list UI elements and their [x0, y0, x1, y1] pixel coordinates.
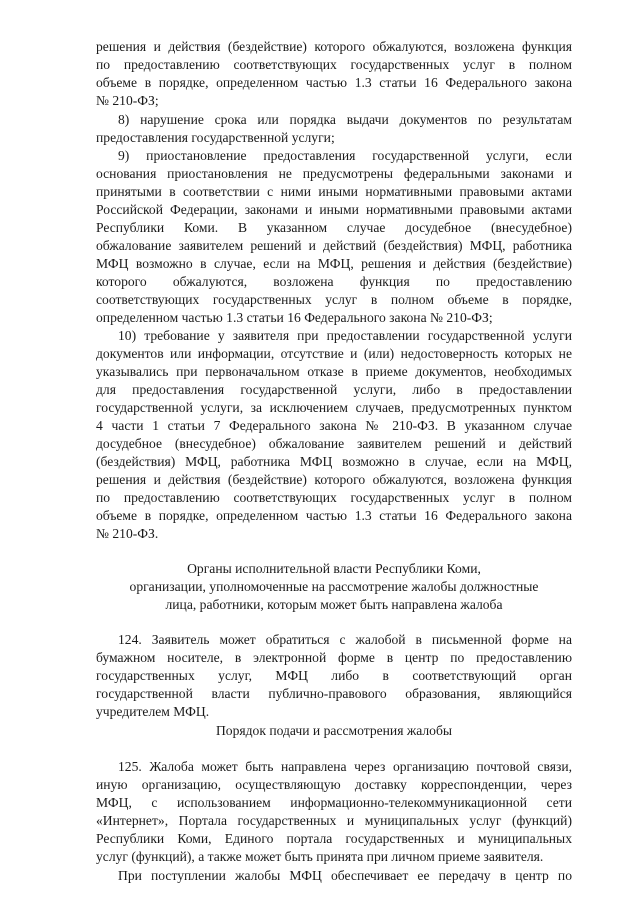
- list-item-10-text: объеме в порядке, определенном частью 1.3 статьи 16 Федерального закона: [96, 508, 572, 523]
- list-item-9-text: Республики Коми. В указанном случае досудебное (внесудебное): [96, 220, 572, 235]
- list-item-10-text: 10) требование у заявителя при предоставлении государственной услуги: [118, 328, 572, 343]
- list-item-10-text: 4 части 1 статьи 7 Федерального закона № 210-ФЗ. В указанном случае: [96, 418, 572, 433]
- paragraph-124-text: государственной власти публично-правового образования, являющийся: [96, 686, 572, 701]
- body-text-line: объеме в порядке, определенном частью 1.3 статьи 16 Федерального закона: [96, 75, 572, 90]
- list-item-9-text: основания приостановления не предусмотрены федеральными законами и: [96, 166, 572, 181]
- list-item-9-text: определенном частью 1.3 статьи 16 Федерального закона № 210-ФЗ;: [96, 310, 493, 325]
- paragraph-124-text: учредителем МФЦ.: [96, 704, 210, 719]
- paragraph-124-text: 124. Заявитель может обратиться с жалобой в письменной форме на: [118, 632, 572, 647]
- paragraph-124-text: государственных услуг, МФЦ либо в соответствующий орган: [96, 668, 572, 683]
- list-item-9-text: обжалование заявителем решений и действий (бездействия) МФЦ, работника: [96, 238, 572, 253]
- list-item-10-text: (бездействия) МФЦ, работника МФЦ возможно в случае, если на МФЦ,: [96, 454, 572, 469]
- paragraph-125-text: услуг (функций), а также может быть принята при личном приеме заявителя.: [96, 849, 544, 864]
- paragraph-125-text: МФЦ, с использованием информационно-телекоммуникационной сети: [96, 795, 572, 810]
- list-item-9-text: соответствующих государственных услуг в полном объеме в порядке,: [96, 292, 572, 307]
- list-item-8-text: предоставления государственной услуги;: [96, 130, 335, 145]
- list-item-9-text: Российской Федерации, законами и иными нормативными правовыми актами: [96, 202, 572, 217]
- paragraph-125-text: «Интернет», Портала государственных и муниципальных услуг (функций): [96, 813, 572, 828]
- section-heading: организации, уполномоченные на рассмотрение жалобы должностные: [129, 579, 539, 594]
- paragraph-125-text: 125. Жалоба может быть направлена через организацию почтовой связи,: [118, 759, 572, 774]
- body-text-line: № 210-ФЗ;: [96, 93, 159, 108]
- list-item-10-text: документов или информации, отсутствие и (или) недостоверность которых не: [96, 346, 572, 361]
- list-item-10-text: для предоставления государственной услуги, либо в предоставлении: [96, 382, 572, 397]
- section-heading: Органы исполнительной власти Республики Коми,: [187, 561, 481, 576]
- list-item-9-text: 9) приостановление предоставления государственной услуги, если: [118, 148, 572, 163]
- list-item-9-text: МФЦ возможно в случае, если на МФЦ, решения и действия (бездействие): [96, 256, 572, 271]
- list-item-10-text: государственной услуги, за исключением случаев, предусмотренных пунктом: [96, 400, 572, 415]
- list-item-9-text: которого обжалуются, возложена функция по предоставлению: [96, 274, 572, 289]
- list-item-9-text: принятыми в соответствии с ними иными нормативными правовыми актами: [96, 184, 572, 199]
- section-heading: лица, работники, которым может быть направлена жалоба: [165, 597, 503, 612]
- list-item-10-text: досудебное (внесудебное) обжалование заявителем решений и действий: [96, 436, 572, 451]
- body-text-line: решения и действия (бездействие) которого обжалуются, возложена функция: [96, 39, 572, 54]
- paragraph-125-text: Республики Коми, Единого портала государственных и муниципальных: [96, 831, 572, 846]
- list-item-10-text: по предоставлению соответствующих государственных услуг в полном: [96, 490, 572, 505]
- list-item-10-text: № 210-ФЗ.: [96, 526, 159, 541]
- body-text-line: При поступлении жалобы МФЦ обеспечивает ее передачу в центр по: [118, 868, 572, 883]
- list-item-10-text: указывались при первоначальном отказе в приеме документов, необходимых: [96, 364, 572, 379]
- body-text-line: по предоставлению соответствующих государственных услуг в полном: [96, 57, 572, 72]
- section-heading: Порядок подачи и рассмотрения жалобы: [215, 723, 453, 738]
- paragraph-125-text: иную организацию, осуществляющую доставку корреспонденции, через: [96, 777, 572, 792]
- list-item-8-text: 8) нарушение срока или порядка выдачи документов по результатам: [118, 112, 572, 127]
- list-item-10-text: решения и действия (бездействие) которого обжалуются, возложена функция: [96, 472, 572, 487]
- paragraph-124-text: бумажном носителе, в электронной форме в центр по предоставлению: [96, 650, 572, 665]
